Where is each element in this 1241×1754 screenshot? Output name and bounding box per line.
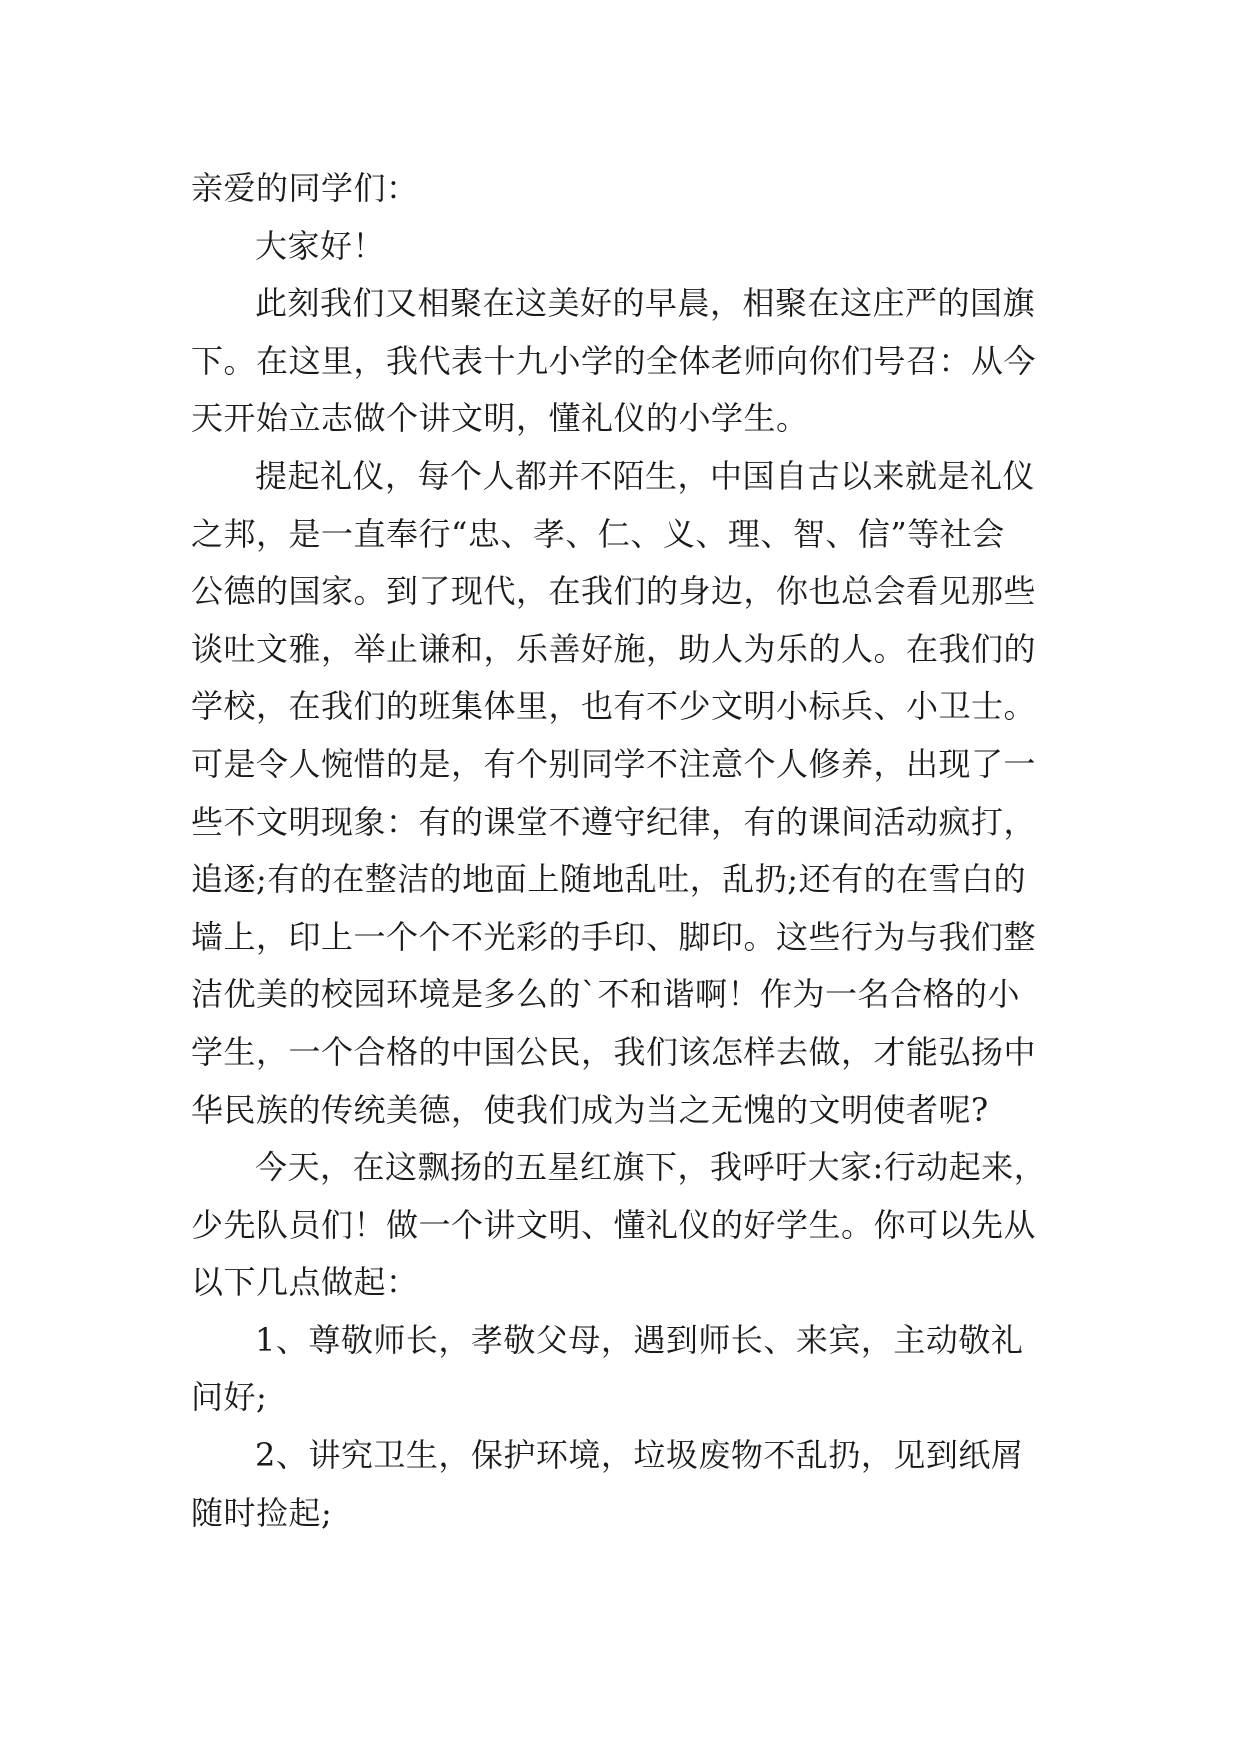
text-line: 华民族的传统美德，使我们成为当之无愧的文明使者呢? [191,1090,989,1129]
text-line: 大家好！ [255,226,386,265]
text-line: 之邦，是一直奉行“忠、孝、仁、义、理、智、信”等社会 [191,514,1005,553]
text-line: 谈吐文雅，举止谦和，乐善好施，助人为乐的人。在我们的 [191,629,1037,668]
document-body [191,160,1051,1542]
text-line: 洁优美的校园环境是多么的`不和谐啊！作为一名合格的小 [191,975,1021,1014]
text-line: 随时捡起; [191,1493,333,1532]
text-line: 此刻我们又相聚在这美好的早晨，相聚在这庄严的国旗 [255,284,1036,323]
text-line: 公德的国家。到了现代，在我们的身边，你也总会看见那些 [191,572,1037,611]
text-line: 天开始立志做个讲文明，懂礼仪的小学生。 [191,399,809,438]
text-line: 学生，一个合格的中国公民，我们该怎样去做，才能弘扬中 [191,1032,1037,1071]
text-line: 墙上，印上一个个不光彩的手印、脚印。这些行为与我们整 [191,917,1037,956]
text-line: 亲爱的同学们： [191,169,419,207]
text-line: 下。在这里，我代表十九小学的全体老师向你们号召：从今 [191,341,1037,380]
text-line: 学校，在我们的班集体里，也有不少文明小标兵、小卫士。 [191,687,1037,726]
text-line: 问好; [191,1378,268,1417]
text-line: 1、尊敬师长，孝敬父母，遇到师长、来宾，主动敬礼 [255,1320,1024,1359]
text-line: 提起礼仪，每个人都并不陌生，中国自古以来就是礼仪 [255,456,1036,495]
text-line: 2、讲究卫生，保护环境，垃圾废物不乱扔，见到纸屑 [255,1436,1024,1475]
text-line: 可是令人惋惜的是，有个别同学不注意个人修养，出现了一 [191,744,1037,783]
text-line: 些不文明现象：有的课堂不遵守纪律，有的课间活动疯打， [191,802,1037,841]
text-line: 今天，在这飘扬的五星红旗下，我呼吁大家:行动起来， [255,1148,1047,1187]
text-line: 以下几点做起： [191,1263,419,1302]
text-line: 追逐;有的在整洁的地面上随地乱吐，乱扔;还有的在雪白的 [191,860,1027,899]
text-line: 少先队员们！做一个讲文明、懂礼仪的好学生。你可以先从 [191,1205,1037,1244]
